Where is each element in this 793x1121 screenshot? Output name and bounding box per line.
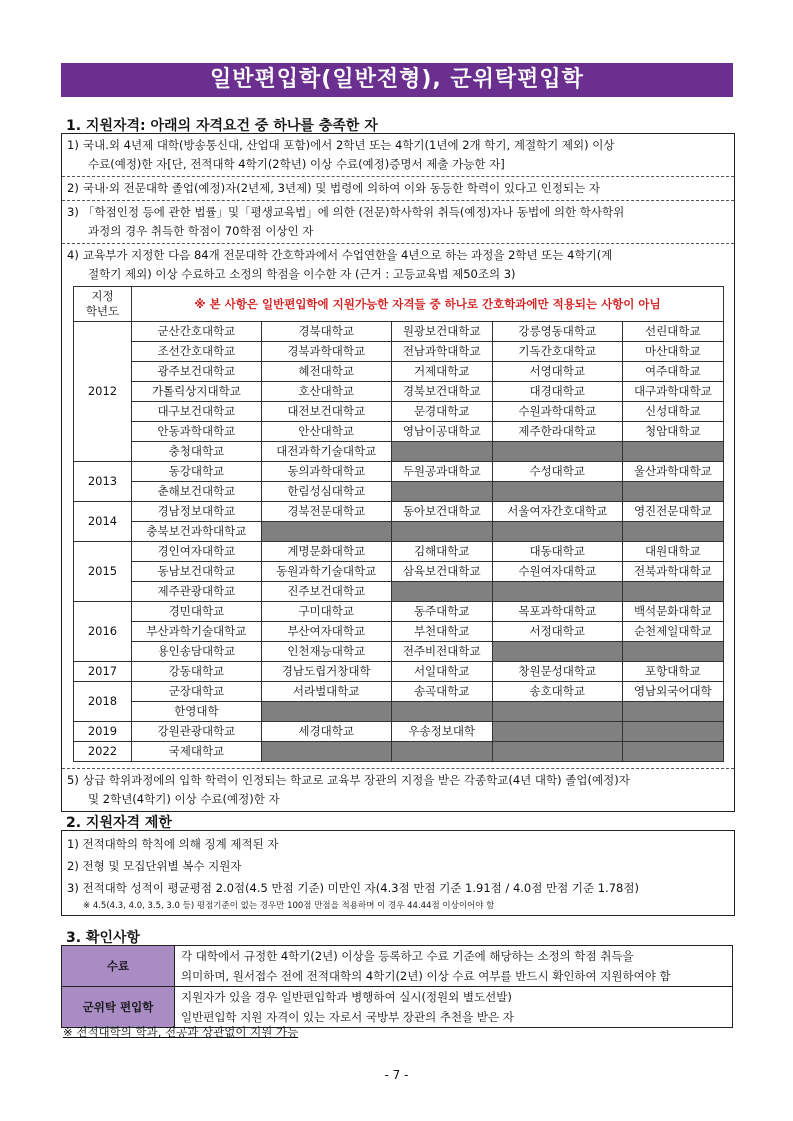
college-cell: 인천재능대학교 [261, 642, 391, 662]
college-cell: 경인여자대학교 [132, 542, 262, 562]
empty-cell [391, 582, 492, 602]
college-cell: 충청대학교 [132, 442, 262, 462]
table-row [74, 422, 724, 442]
college-cell: 대전보건대학교 [261, 402, 391, 422]
empty-cell [622, 702, 723, 722]
table-row [74, 562, 724, 582]
college-cell: 군산간호대학교 [132, 322, 262, 342]
college-cell: 경북전문대학교 [261, 502, 391, 522]
table-row [74, 362, 724, 382]
college-cell: 수원과학대학교 [492, 402, 622, 422]
table-row [74, 322, 724, 342]
college-cell: 안산대학교 [261, 422, 391, 442]
restriction-list [61, 830, 735, 916]
college-cell: 마산대학교 [622, 342, 723, 362]
eligibility-item-5: 5) 상급 학위과정에의 입학 학력이 인정되는 학교로 교육부 장관의 지정을 받은 각종학교(4년 대학) 졸업(예정)자 및 2학년(4학기) 이상 수료(예정)한 자 [67, 773, 630, 806]
college-cell: 창원문성대학교 [492, 662, 622, 682]
restriction-item: 2) 전형 및 모집단위별 복수 지원자 [67, 859, 242, 873]
year-cell: 2014 [74, 502, 132, 542]
college-cell: 한림성심대학교 [261, 482, 391, 502]
table-row [74, 462, 724, 482]
confirm-label: 군위탁 편입학 [62, 987, 175, 1028]
table-row [74, 382, 724, 402]
college-cell: 경북보건대학교 [391, 382, 492, 402]
eligibility-list [61, 133, 735, 812]
college-cell: 두원공과대학교 [391, 462, 492, 482]
empty-cell [391, 702, 492, 722]
college-cell: 경남정보대학교 [132, 502, 262, 522]
college-cell: 경북대학교 [261, 322, 391, 342]
college-cell: 원광보건대학교 [391, 322, 492, 342]
empty-cell [261, 522, 391, 542]
college-cell: 김해대학교 [391, 542, 492, 562]
page-title: 일반편입학(일반전형), 군위탁편입학 [61, 63, 733, 97]
empty-cell [492, 522, 622, 542]
table-row [74, 542, 724, 562]
college-cell: 동원과학기술대학교 [261, 562, 391, 582]
college-cell: 계명문화대학교 [261, 542, 391, 562]
college-cell: 대구과학대학교 [622, 382, 723, 402]
college-cell: 삼육보건대학교 [391, 562, 492, 582]
college-cell: 동남보건대학교 [132, 562, 262, 582]
college-cell: 문경대학교 [391, 402, 492, 422]
restriction-item: 3) 전적대학 성적이 평균평점 2.0점(4.5 만점 기준) 미만인 자(4.3점 만점 기준 1.91점 / 4.0점 만점 기준 1.78점) [67, 881, 639, 895]
college-cell: 전북과학대학교 [622, 562, 723, 582]
empty-cell [622, 582, 723, 602]
college-cell: 서영대학교 [492, 362, 622, 382]
college-cell: 군장대학교 [132, 682, 262, 702]
college-cell: 경북과학대학교 [261, 342, 391, 362]
college-cell: 수성대학교 [492, 462, 622, 482]
empty-cell [622, 522, 723, 542]
year-cell: 2017 [74, 662, 132, 682]
college-cell: 서정대학교 [492, 622, 622, 642]
college-cell: 대구보건대학교 [132, 402, 262, 422]
college-cell: 안동과학대학교 [132, 422, 262, 442]
eligibility-item-2: 2) 국내·외 전문대학 졸업(예정)자(2년제, 3년제) 및 법령에 의하여 이와 동등한 학력이 있다고 인정되는 자 [62, 177, 734, 201]
college-cell: 청암대학교 [622, 422, 723, 442]
college-cell: 용인송담대학교 [132, 642, 262, 662]
empty-cell [492, 442, 622, 462]
empty-cell [492, 642, 622, 662]
college-cell: 대원대학교 [622, 542, 723, 562]
empty-cell [391, 522, 492, 542]
confirm-desc: 지원자가 있을 경우 일반편입학과 병행하여 실시(정원외 별도선발) 일반편입학 지원 자격이 있는 자로서 국방부 장관의 추천을 받은 자 [175, 987, 733, 1028]
empty-cell [622, 642, 723, 662]
college-cell: 제주관광대학교 [132, 582, 262, 602]
college-cell: 가톨릭상지대학교 [132, 382, 262, 402]
section1-heading: 1. 지원자격: 아래의 자격요건 중 하나를 충족한 자 [66, 118, 378, 134]
college-cell: 전주비전대학교 [391, 642, 492, 662]
restriction-note: ※ 4.5(4.3, 4.0, 3.5, 3.0 등) 평점기준이 없는 경우만 100점 만점을 적용하며 이 경우 44.44점 이상이어야 함 [83, 901, 495, 911]
table-row [74, 522, 724, 542]
college-cell: 제주한라대학교 [492, 422, 622, 442]
college-cell: 여주대학교 [622, 362, 723, 382]
eligibility-item-4: 4) 교육부가 지정한 다음 84개 전문대학 간호학과에서 수업연한을 4년으로 하는 과정을 2학년 또는 4학기(계 절학기 제외) 이상 수료하고 소정의 학점을 이수한 자 (근거 : 고등교육법 제50조의 3) 지정 학년도 ※ 본 사항은 일반편입학에 지원가능한 자격들 중 하나로 간호학과에만 적용되는 사항이 아님 2012 군산간호대학교 경북대학교 원광보건대학교 강릉영동대학교 선린대학교 조선간호대학교 경북과학대학교 전남과학대학교 기독간호대학교 마산대학교 광주보건대학교 혜전대학교 거제대학교 서영대학교 여주대학교 가톨릭상지대학교 호산대학교 경북보건대학교 대경대학교 대구과학대학교 대구보건대학교 대전보건대학교 문경대학교 수원과학대학교 신성대학교 안동과학대학교 안산대학교 영남이공대학교 제주한라대학교 청암대학교 충청대학교 대전과학기술대학교 2013 동강대학교 동의과학대학교 두원공과대학교 수성대학교 울산과학대학교 춘해보건대학교 한림성심대학교 2014 경남정보대학교 경북전문대학교 동아보건대학교 서울여자간호대학교 영진전문대학교 충북보건과학대학교 2015 경인여자대학교 계명문화대학교 김해대학교 대동대학교 대원대학교 동남보건대학교 동원과학기술대학교 삼육보건대학교 수원여자대학교 전북과학대학교 제주관광대학교 진주보건대학교 2016 경민대학교 구미대학교 동주대학교 목포과학대학교 백석문화대학교 부산과학기술대학교 부산여자대학교 부천대학교 서정대학교 순천제일대학교 용인송담대학교 인천재능대학교 전주비전대학교 2017 강동대학교 경남도립거창대학 서일대학교 창원문성대학교 포항대학교 2018 군장대학교 서라벌대학교 송곡대학교 송호대학교 영남외국어대학 한영대학 2019 강원관광대학교 세경대학교 우송정보대학 2022 국제대학교 [62, 244, 734, 769]
college-cell: 서일대학교 [391, 662, 492, 682]
restriction-item: 1) 전적대학의 학칙에 의해 징계 제적된 자 [67, 837, 279, 851]
college-cell: 강원관광대학교 [132, 722, 262, 742]
empty-cell [391, 442, 492, 462]
college-cell: 선린대학교 [622, 322, 723, 342]
nursing-college-table [73, 286, 724, 762]
college-cell: 강릉영동대학교 [492, 322, 622, 342]
college-cell: 송호대학교 [492, 682, 622, 702]
college-cell: 동주대학교 [391, 602, 492, 622]
table-row [74, 482, 724, 502]
college-cell: 구미대학교 [261, 602, 391, 622]
empty-cell [261, 742, 391, 762]
section2-heading: 2. 지원자격 제한 [66, 815, 172, 831]
eligibility-item-1: 1) 국내.외 4년제 대학(방송통신대, 산업대 포함)에서 2학년 또는 4학기(1년에 2개 학기, 계절학기 제외) 이상 수료(예정)한 자[단, 전적대학 4학기(2학년) 이상 수료(예정)증명서 제출 가능한 자] [62, 134, 734, 177]
college-cell: 광주보건대학교 [132, 362, 262, 382]
table-row [62, 987, 733, 1028]
college-cell: 국제대학교 [132, 742, 262, 762]
college-cell: 백석문화대학교 [622, 602, 723, 622]
footnote: ※ 전적대학의 학과, 전공과 상관없이 지원 가능 [63, 1025, 299, 1039]
empty-cell [622, 442, 723, 462]
empty-cell [492, 482, 622, 502]
empty-cell [492, 582, 622, 602]
college-cell: 거제대학교 [391, 362, 492, 382]
college-cell: 경남도립거창대학 [261, 662, 391, 682]
table-row [74, 502, 724, 522]
table-row [74, 682, 724, 702]
confirm-desc: 각 대학에서 규정한 4학기(2년) 이상을 등록하고 수료 기준에 해당하는 소정의 학점 취득을 의미하며, 원서접수 전에 전적대학의 4학기(2년) 이상 수료 여부를 반드시 확인하여 지원하여야 함 [175, 946, 733, 987]
confirm-table [61, 945, 733, 1028]
empty-cell [492, 742, 622, 762]
year-cell: 2015 [74, 542, 132, 602]
year-cell: 2018 [74, 682, 132, 722]
empty-cell [622, 482, 723, 502]
college-cell: 신성대학교 [622, 402, 723, 422]
college-cell: 부산여자대학교 [261, 622, 391, 642]
empty-cell [391, 742, 492, 762]
eligibility-item-3: 3) 「학점인정 등에 관한 법률」및「평생교육법」에 의한 (전문)학사학위 취득(예정)자나 동법에 의한 학사학위 과정의 경우 취득한 학점이 70학점 이상인 자 [62, 201, 734, 244]
empty-cell [622, 742, 723, 762]
table-row [74, 742, 724, 762]
table-notice: ※ 본 사항은 일반편입학에 지원가능한 자격들 중 하나로 간호학과에만 적용되는 사항이 아님 [132, 287, 724, 322]
college-cell: 우송정보대학 [391, 722, 492, 742]
college-cell: 전남과학대학교 [391, 342, 492, 362]
college-cell: 강동대학교 [132, 662, 262, 682]
college-cell: 부산과학기술대학교 [132, 622, 262, 642]
table-row [74, 582, 724, 602]
table-row [62, 946, 733, 987]
year-cell: 2016 [74, 602, 132, 662]
college-cell: 울산과학대학교 [622, 462, 723, 482]
college-cell: 동강대학교 [132, 462, 262, 482]
college-cell: 서라벌대학교 [261, 682, 391, 702]
year-cell: 2019 [74, 722, 132, 742]
college-cell: 부천대학교 [391, 622, 492, 642]
page-number: - 7 - [384, 1068, 409, 1082]
college-cell: 대전과학기술대학교 [261, 442, 391, 462]
college-cell: 송곡대학교 [391, 682, 492, 702]
year-header: 지정 학년도 [74, 287, 132, 322]
year-cell: 2012 [74, 322, 132, 462]
college-cell: 영남외국어대학 [622, 682, 723, 702]
year-cell: 2013 [74, 462, 132, 502]
college-cell: 수원여자대학교 [492, 562, 622, 582]
table-row [74, 402, 724, 422]
table-row [74, 662, 724, 682]
table-row [74, 442, 724, 462]
college-cell: 호산대학교 [261, 382, 391, 402]
table-row [74, 702, 724, 722]
empty-cell [492, 702, 622, 722]
college-cell: 경민대학교 [132, 602, 262, 622]
confirm-label: 수료 [62, 946, 175, 987]
empty-cell [391, 482, 492, 502]
table-row [74, 642, 724, 662]
college-cell: 순천제일대학교 [622, 622, 723, 642]
college-cell: 대경대학교 [492, 382, 622, 402]
empty-cell [492, 722, 622, 742]
table-row [74, 622, 724, 642]
college-cell: 춘해보건대학교 [132, 482, 262, 502]
college-cell: 세경대학교 [261, 722, 391, 742]
empty-cell [261, 702, 391, 722]
college-cell: 목포과학대학교 [492, 602, 622, 622]
college-cell: 동아보건대학교 [391, 502, 492, 522]
college-cell: 포항대학교 [622, 662, 723, 682]
college-cell: 서울여자간호대학교 [492, 502, 622, 522]
college-cell: 혜전대학교 [261, 362, 391, 382]
college-cell: 동의과학대학교 [261, 462, 391, 482]
college-cell: 기독간호대학교 [492, 342, 622, 362]
college-cell: 한영대학 [132, 702, 262, 722]
college-cell: 충북보건과학대학교 [132, 522, 262, 542]
college-cell: 영남이공대학교 [391, 422, 492, 442]
table-row [74, 722, 724, 742]
college-cell: 영진전문대학교 [622, 502, 723, 522]
college-cell: 진주보건대학교 [261, 582, 391, 602]
college-cell: 대동대학교 [492, 542, 622, 562]
year-cell: 2022 [74, 742, 132, 762]
table-row [74, 602, 724, 622]
section3-heading: 3. 확인사항 [66, 930, 141, 946]
table-row [74, 342, 724, 362]
college-cell: 조선간호대학교 [132, 342, 262, 362]
empty-cell [622, 722, 723, 742]
